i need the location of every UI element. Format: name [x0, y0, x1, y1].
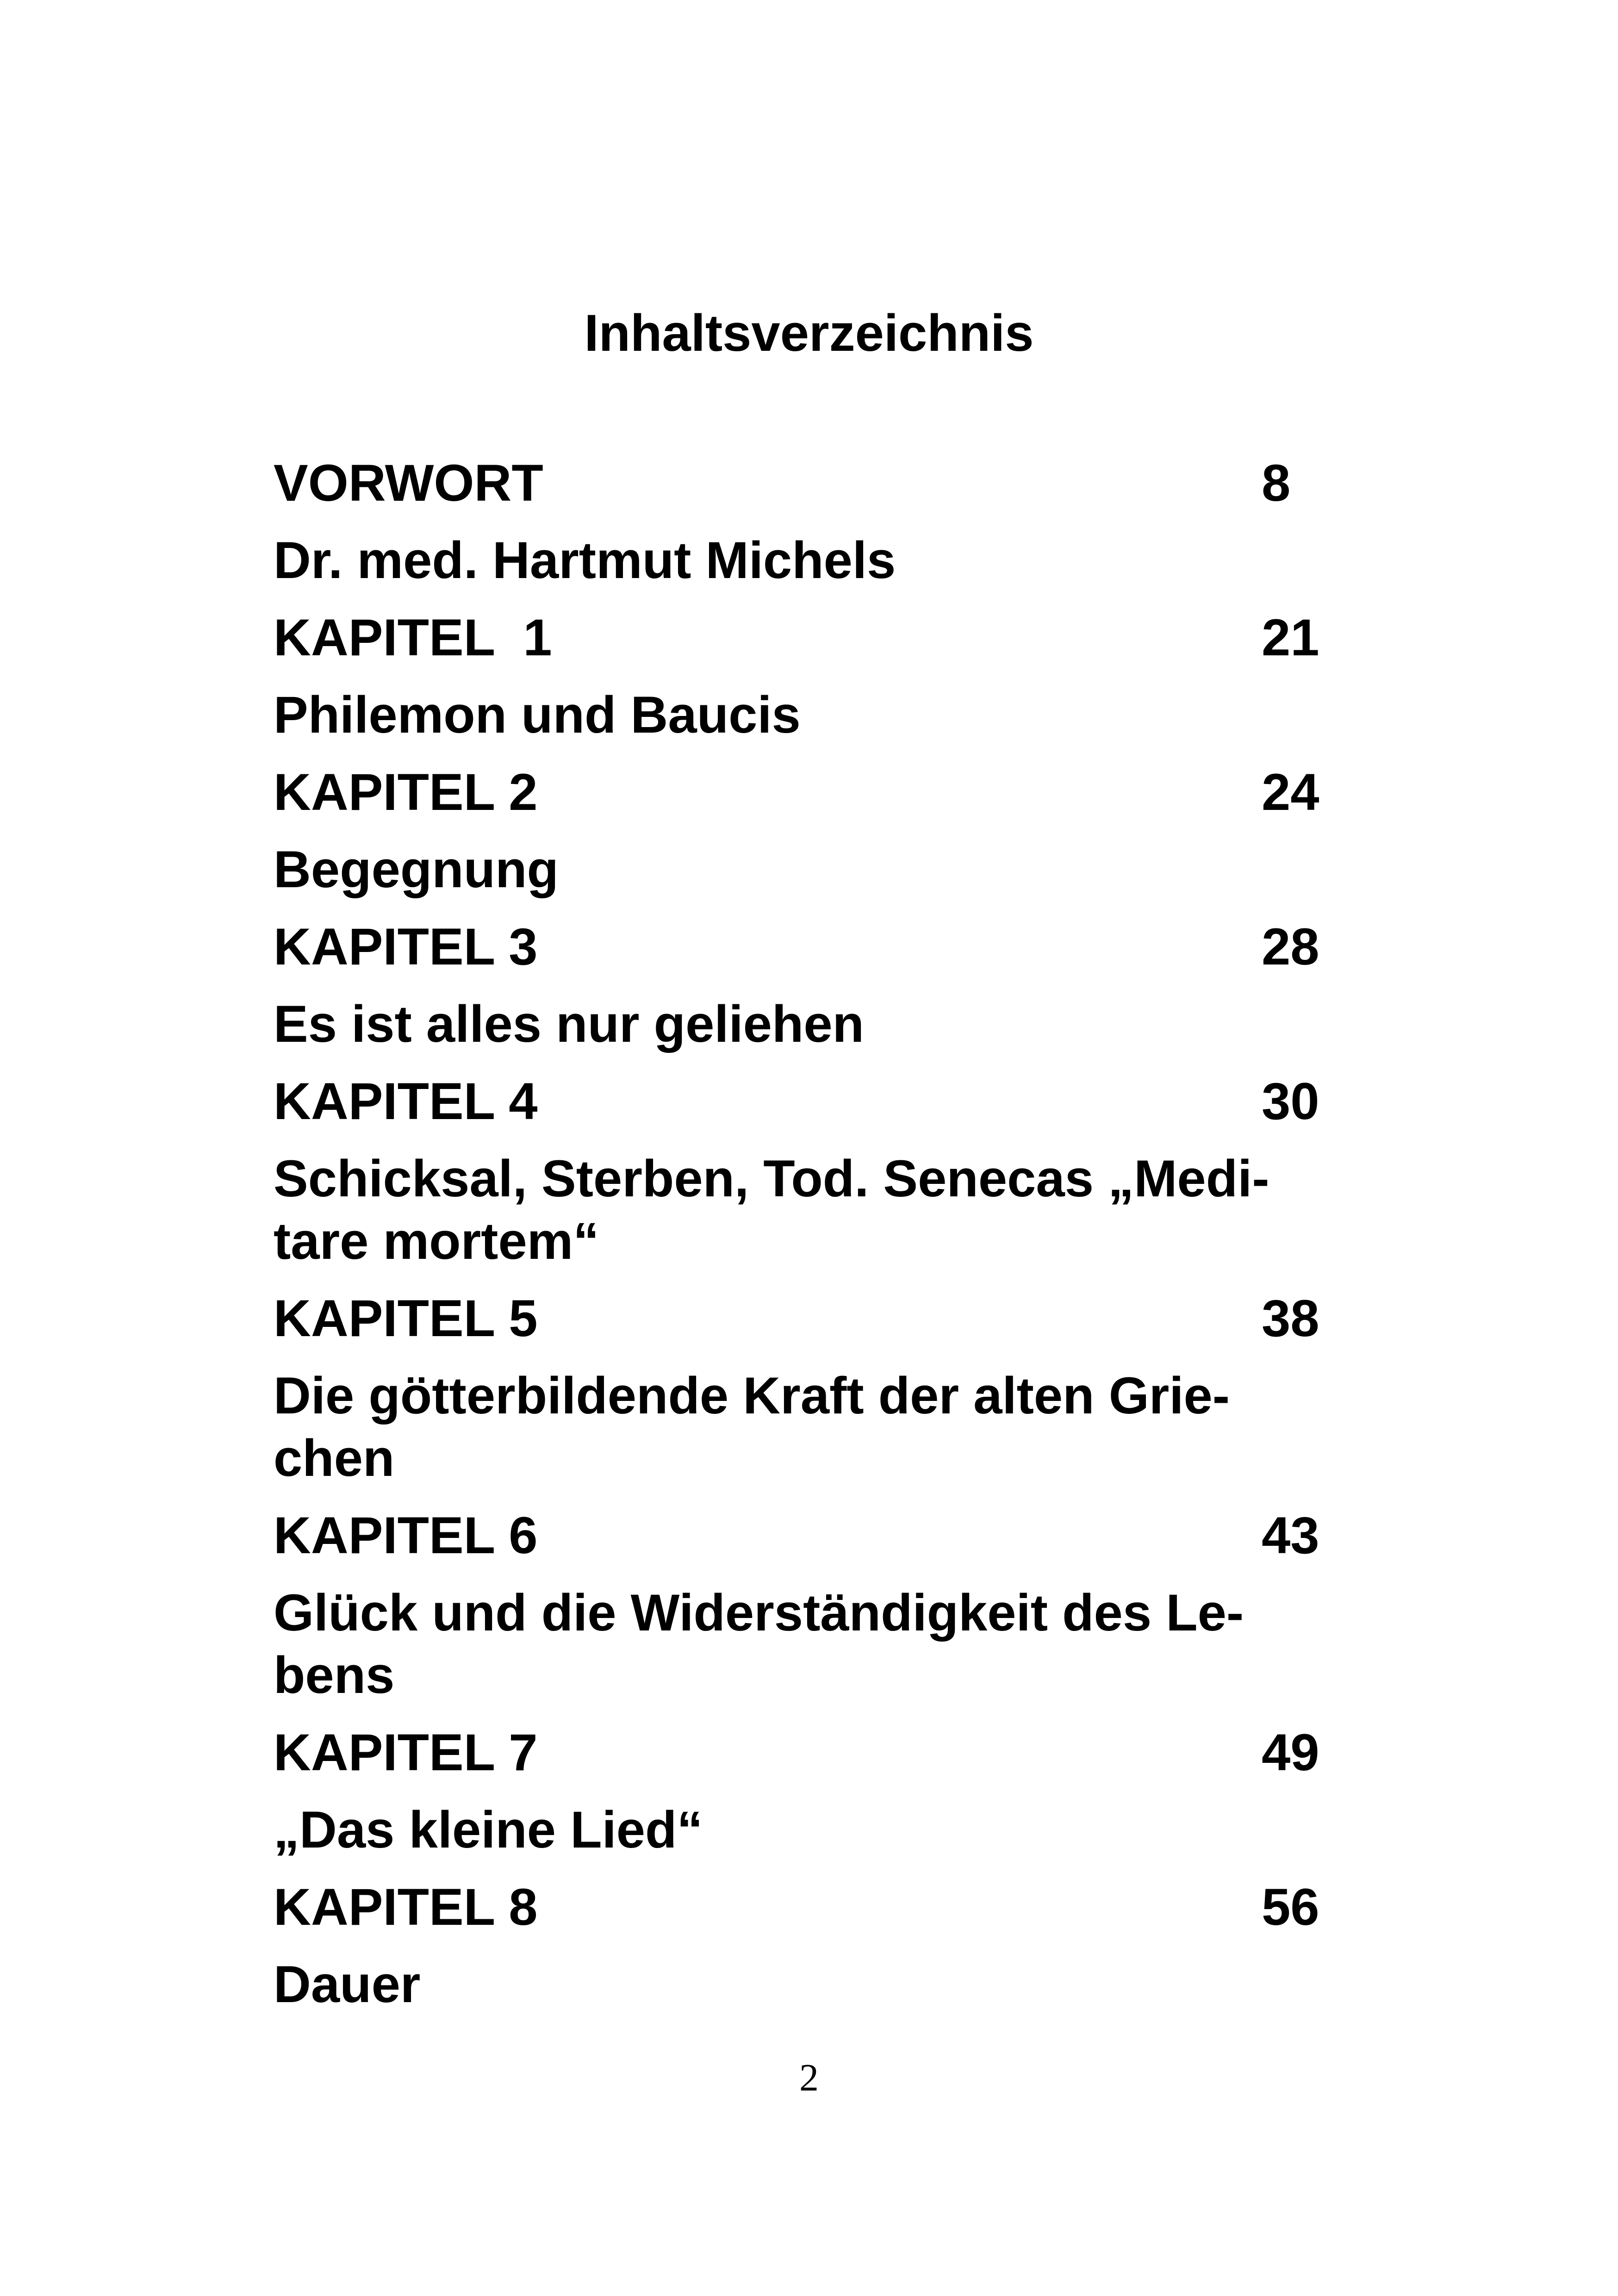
chapter-label: KAPITEL 4: [274, 1072, 538, 1130]
chapter-label: VORWORT: [274, 454, 543, 512]
chapter-label: KAPITEL 1: [274, 609, 552, 666]
chapter-label: KAPITEL 7: [274, 1724, 538, 1781]
page-reference: 49: [1262, 1724, 1319, 1781]
toc-entry-subtitle: Schicksal, Sterben, Tod. Senecas „Medi-tare mortem“: [274, 1150, 1270, 1270]
page-reference: 24: [1262, 763, 1319, 821]
chapter-label: KAPITEL 3: [274, 918, 538, 976]
toc-entry-heading: [274, 1065, 1319, 1143]
chapter-label: KAPITEL 6: [274, 1506, 538, 1564]
toc-entry-heading: [274, 1500, 1319, 1577]
toc-entry-heading: [274, 1282, 1319, 1360]
toc-entry-subtitle: Glück und die Widerständigkeit des Le-bens: [274, 1584, 1244, 1704]
page-reference: 28: [1262, 918, 1319, 976]
page-reference: 38: [1262, 1289, 1319, 1347]
page-number: 2: [799, 2056, 819, 2099]
page-title: Inhaltsverzeichnis: [584, 304, 1034, 362]
page-reference: 43: [1262, 1506, 1319, 1564]
toc-entry-heading: [274, 447, 1319, 524]
chapter-label: KAPITEL 2: [274, 763, 538, 821]
toc-entry-heading: [274, 1871, 1319, 1948]
page-reference: 8: [1262, 454, 1291, 512]
page-reference: 30: [1262, 1072, 1319, 1130]
page-reference: 21: [1262, 609, 1319, 666]
table-of-contents: [274, 447, 1319, 2026]
toc-entry-subtitle: Dauer: [274, 1955, 421, 2013]
toc-entry-subtitle: Dr. med. Hartmut Michels: [274, 531, 896, 589]
toc-entry-subtitle: Es ist alles nur geliehen: [274, 995, 865, 1053]
toc-entry-heading: [274, 756, 1319, 834]
toc-entry-subtitle: Begegnung: [274, 840, 559, 898]
toc-entry-heading: [274, 1717, 1319, 1794]
toc-entry-subtitle: „Das kleine Lied“: [274, 1801, 703, 1859]
chapter-label: KAPITEL 8: [274, 1878, 538, 1936]
page-reference: 56: [1262, 1878, 1319, 1936]
toc-entry-heading: [274, 911, 1319, 988]
toc-entry-heading: [274, 602, 1319, 679]
chapter-label: KAPITEL 5: [274, 1289, 538, 1347]
toc-entry-subtitle: Philemon und Baucis: [274, 686, 801, 744]
toc-entry-subtitle: Die götterbildende Kraft der alten Grie-chen: [274, 1367, 1230, 1487]
